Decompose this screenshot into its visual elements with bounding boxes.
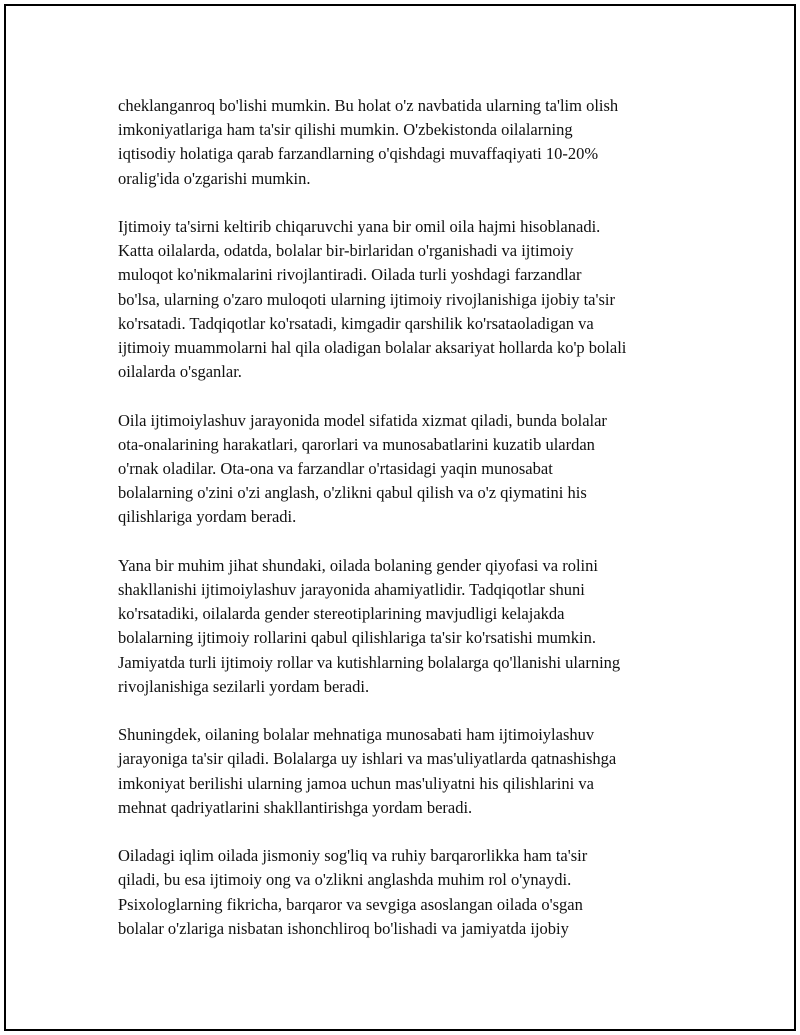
paragraph-line: o'rnak oladilar. Ota-ona va farzandlar o'rtasidagi yaqin munosabat: [118, 459, 553, 479]
paragraph-line: rivojlanishiga sezilarli yordam beradi.: [118, 676, 370, 696]
paragraph-line: ko'rsatadiki, oilalarda gender stereotiplarining mavjudligi kelajakda: [118, 604, 565, 624]
paragraph-line: jarayoniga ta'sir qiladi. Bolalarga uy ishlari va mas'uliyatlarda qatnashishga: [118, 749, 617, 769]
paragraph-line: bo'lsa, ularning o'zaro muloqoti ularning ijtimoiy rivojlanishiga ijobiy ta'sir: [118, 289, 615, 309]
paragraph-line: imkoniyatlariga ham ta'sir qilishi mumkin. O'zbekistonda oilalarning: [118, 120, 573, 140]
paragraph-line: muloqot ko'nikmalarini rivojlantiradi. Oilada turli yoshdagi farzandlar: [118, 265, 582, 285]
paragraph-6: [118, 844, 698, 941]
paragraph-line: bolalar o'zlariga nisbatan ishonchliroq bo'lishadi va jamiyatda ijobiy: [118, 918, 569, 938]
paragraph-line: Oiladagi iqlim oilada jismoniy sog'liq va ruhiy barqarorlikka ham ta'sir: [118, 846, 588, 866]
paragraph-line: oralig'ida o'zgarishi mumkin.: [118, 168, 311, 188]
document-body: [118, 94, 698, 965]
paragraph-line: cheklanganroq bo'lishi mumkin. Bu holat o'z navbatida ularning ta'lim olish: [118, 96, 619, 115]
paragraph-line: Jamiyatda turli ijtimoiy rollar va kutishlarning bolalarga qo'llanishi ularning: [118, 652, 621, 672]
paragraph-line: Shuningdek, oilaning bolalar mehnatiga munosabati ham ijtimoiylashuv: [118, 725, 595, 745]
paragraph-line: ijtimoiy muammolarni hal qila oladigan bolalar aksariyat hollarda ko'p bolali: [118, 338, 627, 358]
paragraph-line: shakllanishi ijtimoiylashuv jarayonida ahamiyatlidir. Tadqiqotlar shuni: [118, 580, 585, 600]
paragraph-line: qilishlariga yordam beradi.: [118, 507, 297, 527]
paragraph-2: [118, 215, 698, 384]
paragraph-line: Ijtimoiy ta'sirni keltirib chiqaruvchi yana bir omil oila hajmi hisoblanadi.: [118, 217, 601, 236]
paragraph-line: Oila ijtimoiylashuv jarayonida model sifatida xizmat qiladi, bunda bolalar: [118, 410, 607, 430]
paragraph-1: [118, 94, 698, 191]
paragraph-line: mehnat qadriyatlarini shakllantirishga yordam beradi.: [118, 797, 473, 817]
paragraph-3: [118, 409, 698, 530]
paragraph-4: [118, 554, 698, 699]
paragraph-5: [118, 723, 698, 820]
paragraph-line: bolalarning ijtimoiy rollarini qabul qilishlariga ta'sir ko'rsatishi mumkin.: [118, 628, 596, 648]
paragraph-line: ko'rsatadi. Tadqiqotlar ko'rsatadi, kimgadir qarshilik ko'rsataoladigan va: [118, 313, 594, 333]
paragraph-line: oilalarda o'sganlar.: [118, 362, 242, 382]
paragraph-line: bolalarning o'zini o'zi anglash, o'zlikni qabul qilish va o'z qiymatini his: [118, 483, 587, 503]
paragraph-line: ota-onalarining harakatlari, qarorlari va munosabatlarini kuzatib ulardan: [118, 434, 595, 454]
paragraph-line: Yana bir muhim jihat shundaki, oilada bolaning gender qiyofasi va rolini: [118, 555, 598, 575]
paragraph-line: qiladi, bu esa ijtimoiy ong va o'zlikni anglashda muhim rol o'ynaydi.: [118, 870, 572, 890]
paragraph-line: imkoniyat berilishi ularning jamoa uchun mas'uliyatni his qilishlarini va: [118, 773, 594, 793]
paragraph-line: Katta oilalarda, odatda, bolalar bir-birlaridan o'rganishadi va ijtimoiy: [118, 241, 574, 261]
page-frame: [4, 4, 796, 1031]
paragraph-line: iqtisodiy holatiga qarab farzandlarning o'qishdagi muvaffaqiyati 10-20%: [118, 144, 599, 164]
paragraph-line: Psixologlarning fikricha, barqaror va sevgiga asoslangan oilada o'sgan: [118, 894, 583, 914]
